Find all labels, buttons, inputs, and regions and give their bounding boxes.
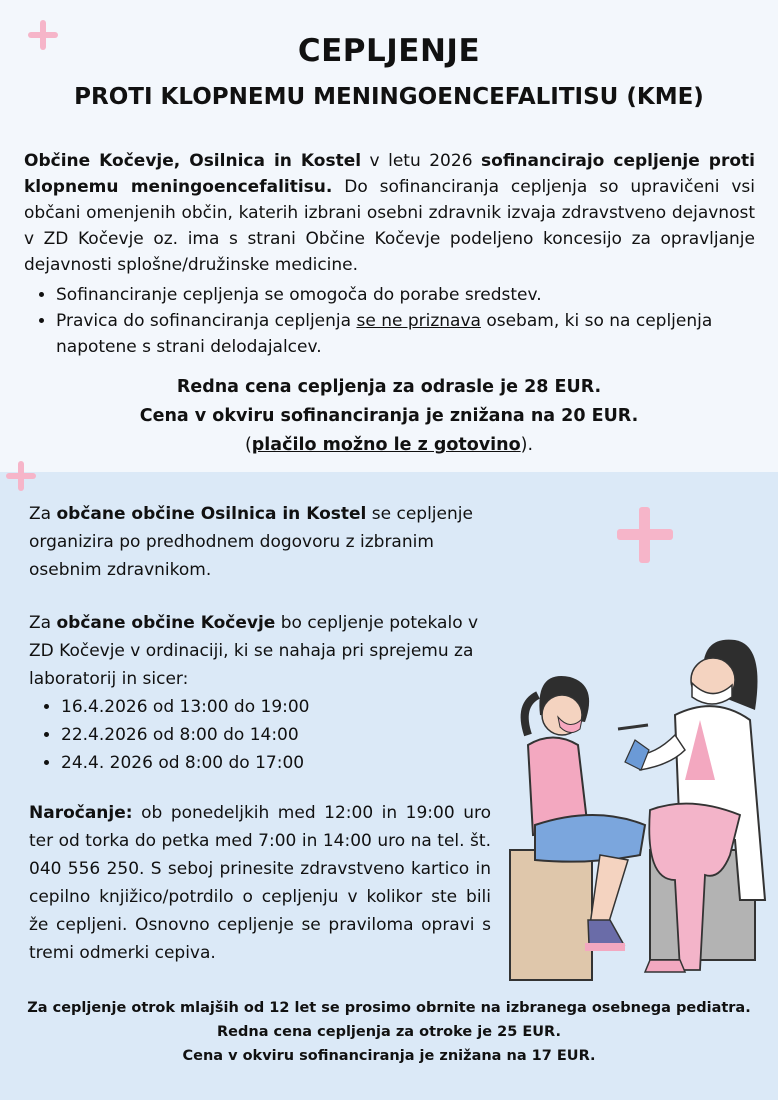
- osilnica-kostel-paragraph: Za občane občine Osilnica in Kostel se cepljenje organizira po predhodnem dogovoru z izbranim osebnim zdravnikom.: [29, 504, 473, 580]
- vaccination-illustration: [500, 625, 770, 985]
- list-item: • 22.4.2026 od 8:00 do 14:00: [61, 721, 491, 749]
- payment-note: (plačilo možno le z gotovino).: [244, 435, 534, 455]
- adult-price-block: [0, 373, 778, 460]
- list-item: • 16.4.2026 od 13:00 do 19:00: [61, 693, 491, 721]
- list-item: • Pravica do sofinanciranja cepljenja se ne priznava osebam, ki so na cepljenja napotene s strani delodajalcev.: [56, 308, 754, 360]
- adult-price-regular: Redna cena cepljenja za odrasle je 28 EUR.: [176, 377, 602, 397]
- booking-paragraph: Naročanje: ob ponedeljkih med 12:00 in 19:00 uro ter od torka do petka med 7:00 in 14:00 uro na tel. št. 040 556 250. S seboj prinesite zdravstveno kartico in cepilno knjižico/potrdilo o cepljenju v kolikor ste bili že cepljeni. Osnovno cepljenje se praviloma opravi s tremi odmerki cepiva.: [29, 803, 491, 963]
- children-note-pediatrician: Za cepljenje otrok mlajših od 12 let se prosimo obrnite na izbranega osebnega pediatra.: [27, 1000, 751, 1016]
- dates-list: [29, 693, 491, 777]
- adult-price-subsidized: Cena v okviru sofinanciranja je znižana na 20 EUR.: [139, 406, 639, 426]
- children-price-subsidized: Cena v okviru sofinanciranja je znižana na 17 EUR.: [182, 1048, 596, 1064]
- children-note: [0, 996, 778, 1068]
- children-price-regular: Redna cena cepljenja za otroke je 25 EUR.: [217, 1024, 561, 1040]
- kocevje-paragraph: Za občane občine Kočevje bo cepljenje potekalo v ZD Kočevje v ordinaciji, ki se nahaja pri sprejemu za laboratorij in sicer: • 16.4.2026 od 13:00 do 19:00 • 22.4.2026 od 8:00 do 14:00 • 24.4. 2026 od 8:00 do 17:00: [29, 609, 491, 777]
- conditions-list: [24, 282, 754, 360]
- list-item: • Sofinanciranje cepljenja se omogoča do porabe sredstev.: [56, 282, 754, 308]
- intro-paragraph: Občine Kočevje, Osilnica in Kostel v letu 2026 sofinancirajo cepljenje proti klopnemu meningoencefalitisu. Do sofinanciranja cepljenja so upravičeni vsi občani omenjenih občin, katerih izbrani osebni zdravnik izvaja zdravstveno dejavnost v ZD Kočevje oz. ima s strani Občine Kočevje podeljeno koncesijo za opravljanje dejavnosti splošne/družinske medicine.: [24, 151, 755, 275]
- plus-decoration-icon: [6, 461, 36, 491]
- plus-decoration-icon: [617, 507, 673, 563]
- list-item: • 24.4. 2026 od 8:00 do 17:00: [61, 749, 491, 777]
- page-title: CEPLJENJE: [297, 33, 481, 69]
- page-subtitle: PROTI KLOPNEMU MENINGOENCEFALITISU (KME): [74, 84, 704, 110]
